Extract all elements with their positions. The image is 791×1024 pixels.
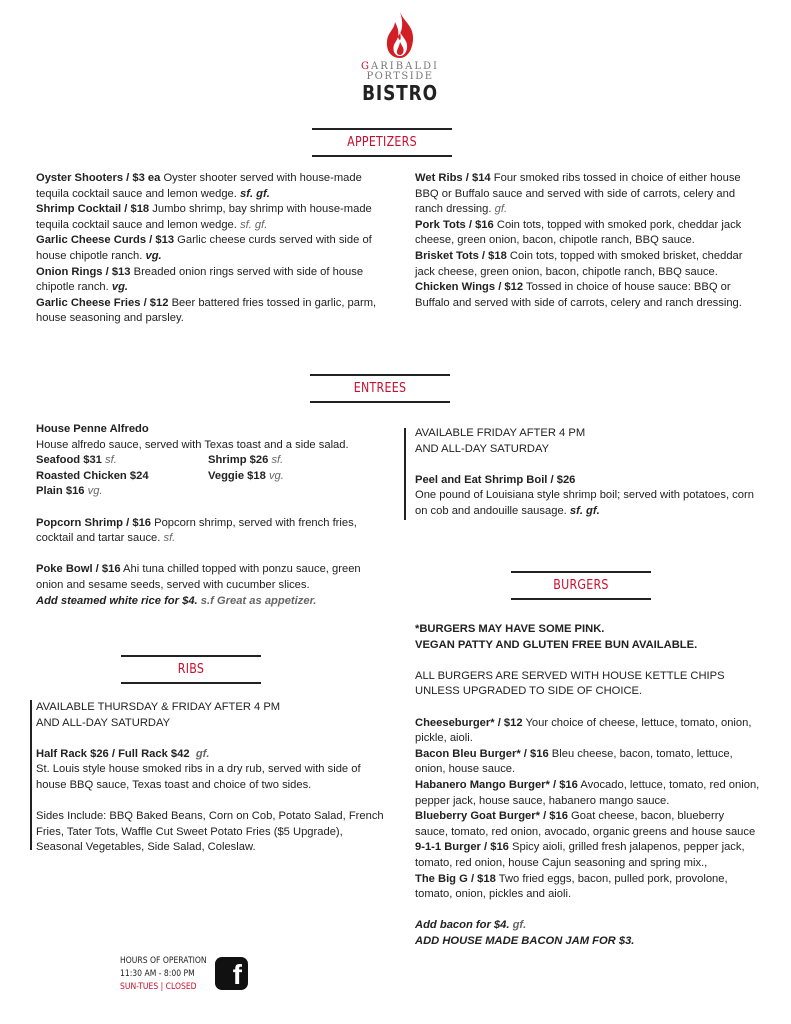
appetizers-right-column <box>415 171 760 311</box>
item-name: Garlic Cheese Curds / $13 <box>36 234 175 247</box>
menu-item <box>415 872 760 903</box>
item-name: Brisket Tots / $18 <box>415 249 507 262</box>
menu-item <box>415 747 760 778</box>
section-header-appetizers <box>312 128 452 157</box>
item-name: Bacon Bleu Burger* / $16 <box>415 747 549 760</box>
item-name: Popcorn Shrimp / $16 <box>36 516 152 529</box>
diet-tag: sf. gf. <box>240 187 270 200</box>
hours-of-operation <box>120 955 207 994</box>
addon-bacon-jam: ADD HOUSE MADE BACON JAM FOR $3. <box>415 934 635 947</box>
served-line-1: ALL BURGERS ARE SERVED WITH HOUSE KETTLE CHIPS <box>415 669 725 682</box>
item-description: Popcorn shrimp, served with french fries, cocktail and tartar sauce. <box>36 516 357 545</box>
vertical-rule <box>30 700 32 850</box>
menu-item <box>36 516 386 547</box>
hours-title: HOURS OF OPERATION <box>120 956 207 966</box>
item-name: 9-1-1 Burger / $16 <box>415 841 509 854</box>
ribs-column <box>36 700 386 856</box>
diet-tag: s.f Great as appetizer. <box>197 594 317 607</box>
menu-item <box>36 296 381 327</box>
divider <box>310 401 450 403</box>
diet-tag: vg. <box>145 249 162 262</box>
divider <box>511 598 651 600</box>
item-name: Pork Tots / $16 <box>415 218 494 231</box>
item-description: Your choice of cheese, lettuce, tomato, onion, pickle, aioli. <box>415 716 752 745</box>
item-description: Tossed in choice of house sauce: BBQ or Buffalo and served with side of carrots, celery and ranch dressing. <box>415 281 742 309</box>
option-shrimp: Shrimp $26 <box>208 454 269 467</box>
item-name: Half Rack $26 / Full Rack $42 <box>36 747 190 760</box>
item-name: Wet Ribs / $14 <box>415 172 491 184</box>
logo <box>330 10 470 104</box>
entrees-right-column <box>415 426 760 520</box>
vertical-rule <box>404 428 406 520</box>
flame-icon <box>380 10 420 60</box>
item-description: Avocado, lettuce, tomato, red onion, pepper jack, house sauce, habanero mango sauce. <box>415 778 760 807</box>
diet-tag: sf. gf. <box>569 504 600 517</box>
section-title: RIBS <box>177 662 205 677</box>
availability-line-2: AND ALL-DAY SATURDAY <box>415 442 550 455</box>
item-description: Jumbo shrimp, bay shrimp with house-made tequila cocktail sauce and lemon wedge. <box>36 203 372 231</box>
item-name: Oyster Shooters / $3 ea <box>36 172 161 184</box>
served-line-2: UNLESS UPGRADED TO SIDE OF CHOICE. <box>415 685 643 698</box>
item-name: House Penne Alfredo <box>36 423 149 435</box>
item-description: Goat cheese, bacon, blueberry sauce, tomato, red onion, avocado, organic greens and house sauce <box>415 810 756 838</box>
entrees-left-column <box>36 422 386 609</box>
divider <box>121 682 261 684</box>
diet-tag: sf. <box>163 532 176 545</box>
burger-note-2: VEGAN PATTY AND GLUTEN FREE BUN AVAILABLE. <box>415 638 698 651</box>
diet-tag: sf. <box>105 454 117 467</box>
section-header-ribs <box>121 655 261 684</box>
hours-time: 11:30 AM - 8:00 PM <box>120 969 195 979</box>
section-title: BURGERS <box>553 578 609 593</box>
item-name: Cheeseburger* / $12 <box>415 716 523 729</box>
section-header-burgers <box>511 571 651 600</box>
section-header-entrees <box>310 374 450 403</box>
menu-item <box>415 249 760 280</box>
addon-bacon <box>415 918 760 934</box>
option-chicken: Roasted Chicken $24 <box>36 469 149 482</box>
diet-tag: vg. <box>268 469 284 482</box>
item-description: One pound of Louisiana style shrimp boil; served with potatoes, corn on cob and andouille sausage. <box>415 489 754 517</box>
diet-tag: vg. <box>87 485 103 498</box>
item-description: Spicy aioli, grilled fresh jalapenos, pepper jack, tomato, red onion, house Cajun seasoning and spring mix., <box>415 841 745 869</box>
item-description: Oyster shooter served with house-made tequila cocktail sauce and lemon wedge. <box>36 172 362 200</box>
item-description: Coin tots, topped with smoked brisket, cheddar jack cheese, green onion, bacon, chipotle ranch, BBQ sauce. <box>415 249 743 278</box>
menu-item <box>415 171 760 218</box>
option-plain: Plain $16 <box>36 485 85 498</box>
item-description: Two fried eggs, bacon, pulled pork, provolone, tomato, onion, pickles and aioli. <box>415 872 728 901</box>
sides-list: Sides Include: BBQ Baked Beans, Corn on Cob, Potato Salad, French Fries, Tater Tots, Waffle Cut Sweet Potato Fries ($5 Upgrade), Seasonal Vegetables, Side Salad, Coleslaw. <box>36 810 384 854</box>
section-title: ENTREES <box>353 381 407 396</box>
poke-addon <box>36 594 386 610</box>
item-description: Breaded onion rings served with side of house chipotle ranch. <box>36 265 364 294</box>
item-name: Poke Bowl / $16 <box>36 563 121 576</box>
option-seafood: Seafood $31 <box>36 454 102 467</box>
item-name: Peel and Eat Shrimp Boil / $26 <box>415 473 576 486</box>
diet-tag: sf. gf. <box>240 218 268 231</box>
item-description: St. Louis style house smoked ribs in a dry rub, served with side of house BBQ sauce, Texas toast and choice of two sides. <box>36 763 361 791</box>
appetizers-left-column <box>36 171 381 327</box>
brand-initial: G <box>361 61 372 72</box>
availability-line-1: AVAILABLE FRIDAY AFTER 4 PM <box>415 427 586 439</box>
availability-line-2: AND ALL-DAY SATURDAY <box>36 716 171 729</box>
item-description: House alfredo sauce, served with Texas toast and a side salad. <box>36 438 349 451</box>
diet-tag: gf. <box>512 919 527 932</box>
diet-tag: vg. <box>111 281 129 294</box>
menu-item <box>36 171 381 202</box>
menu-item <box>415 716 760 747</box>
item-description: Bleu cheese, bacon, tomato, lettuce, onion, house sauce. <box>415 747 733 776</box>
burger-note-1: *BURGERS MAY HAVE SOME PINK. <box>415 623 605 635</box>
item-name: Garlic Cheese Fries / $12 <box>36 296 169 309</box>
menu-item <box>415 778 760 809</box>
facebook-icon[interactable] <box>215 957 248 990</box>
menu-item <box>36 233 381 264</box>
burgers-column <box>415 622 760 949</box>
menu-item <box>415 809 760 840</box>
item-description: Beer battered fries tossed in garlic, parm, house seasoning and parsley. <box>36 296 377 325</box>
section-title: APPETIZERS <box>347 135 417 150</box>
item-name: Chicken Wings / $12 <box>415 281 524 294</box>
diet-tag: gf. <box>195 747 210 760</box>
brand-line-3: BISTRO <box>362 81 438 105</box>
item-name: Onion Rings / $13 <box>36 265 131 278</box>
diet-tag: sf. <box>271 454 284 467</box>
brand-line-1-rest: ARIBALDI <box>371 61 439 72</box>
menu-item <box>415 840 760 871</box>
menu-item <box>415 488 760 519</box>
alfredo-options <box>36 453 386 500</box>
item-name: The Big G / $18 <box>415 872 496 885</box>
item-name: Habanero Mango Burger* / $16 <box>415 778 578 791</box>
menu-item <box>36 265 381 296</box>
addon-text: Add bacon for $4. <box>415 919 513 932</box>
addon-text: Add steamed white rice for $4. <box>36 594 198 607</box>
option-veggie: Veggie $18 <box>208 469 266 482</box>
item-description: Ahi tuna chilled topped with ponzu sauce, green onion and sesame seeds, served with cucumber slices. <box>36 563 361 591</box>
menu-item <box>36 202 381 233</box>
availability-line-1: AVAILABLE THURSDAY & FRIDAY AFTER 4 PM <box>36 701 281 713</box>
diet-tag: gf. <box>494 203 508 216</box>
item-name: Blueberry Goat Burger* / $16 <box>415 810 568 823</box>
menu-item <box>415 218 760 249</box>
facebook-glyph: f <box>232 959 242 990</box>
item-description: Garlic cheese curds served with side of house chipotle ranch. <box>36 234 372 262</box>
divider <box>312 155 452 157</box>
item-name: Shrimp Cocktail / $18 <box>36 203 150 216</box>
closed-days: SUN-TUES | CLOSED <box>120 982 197 992</box>
item-description: Coin tots, topped with smoked pork, cheddar jack cheese, green onion, bacon, chipotle ranch, BBQ sauce. <box>415 218 742 247</box>
item-description: Four smoked ribs tossed in choice of either house BBQ or Buffalo sauce and served with side of carrots, celery and ranch dressing. <box>415 172 741 216</box>
brand-line-2: PORTSIDE <box>366 71 434 82</box>
menu-item <box>415 280 760 311</box>
menu-item <box>36 562 386 593</box>
